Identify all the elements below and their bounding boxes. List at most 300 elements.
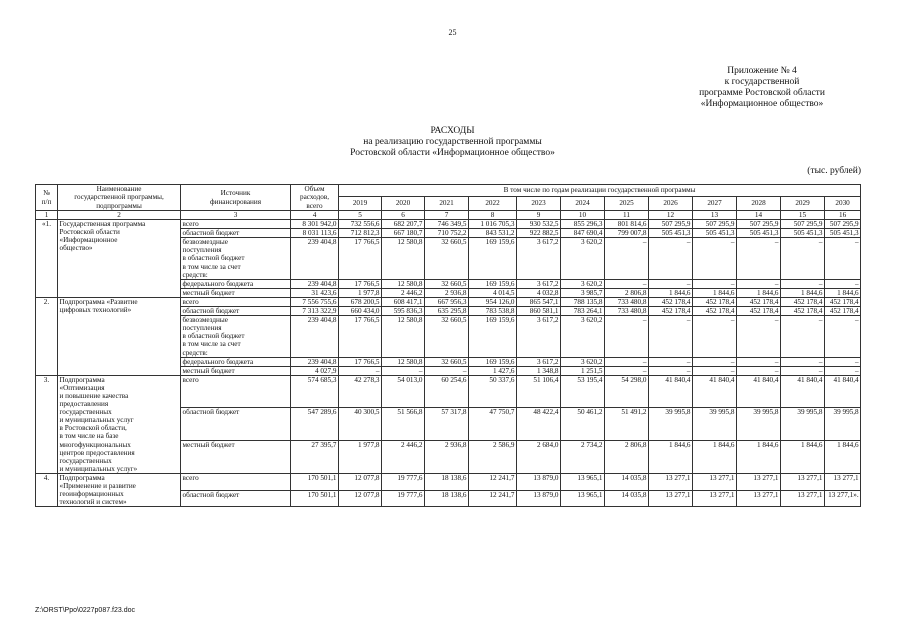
year-value: 41 840,4 — [737, 375, 781, 408]
year-value: 635 295,8 — [425, 307, 469, 316]
program-name-line: и муниципальных услуг» — [59, 464, 138, 473]
funding-source-line: безвозмездные — [182, 238, 228, 247]
year-value: 865 547,1 — [517, 297, 561, 306]
funding-source-line: безвозмездные — [182, 316, 228, 325]
year-value: 169 159,6 — [469, 357, 517, 366]
year-value: 60 254,6 — [425, 375, 469, 408]
funding-source-line: областной бюджет — [182, 307, 240, 316]
funding-source-line: всего — [182, 220, 199, 229]
year-value: – — [737, 316, 781, 357]
appendix-line: программе Ростовской области — [699, 88, 825, 98]
year-value: 746 349,5 — [425, 220, 469, 229]
year-value: 505 451,3 — [649, 229, 693, 238]
year-value: 452 178,4 — [649, 307, 693, 316]
program-name-line: общество» — [59, 244, 93, 253]
year-value: 1 844,6 — [781, 288, 825, 297]
year-value: – — [825, 279, 861, 288]
year-value: 2 446,2 — [382, 288, 425, 297]
year-value: 3 620,2 — [561, 316, 605, 357]
appendix-block — [677, 66, 847, 110]
row-number: 2. — [36, 297, 58, 375]
year-value: 4 014,5 — [469, 288, 517, 297]
year-value: 48 422,4 — [517, 408, 561, 441]
year-value: – — [649, 238, 693, 279]
column-number: 10 — [561, 211, 605, 220]
year-value: 505 451,3 — [825, 229, 861, 238]
year-value: 51 566,8 — [382, 408, 425, 441]
year-value: 1 977,8 — [339, 288, 382, 297]
year-value: – — [825, 316, 861, 357]
year-value: 39 995,8 — [649, 408, 693, 441]
funding-source-line: поступления — [182, 324, 222, 333]
document-heading — [0, 126, 905, 159]
year-value: 2 446,2 — [382, 441, 425, 474]
year-value: 12 580,8 — [382, 238, 425, 279]
column-number: 13 — [693, 211, 737, 220]
header-year: 2022 — [469, 197, 517, 211]
total-value: 7 313 322,9 — [291, 307, 339, 316]
year-value: 47 750,7 — [469, 408, 517, 441]
year-value: 14 035,8 — [605, 490, 649, 507]
funding-source-line: местный бюджет — [182, 288, 235, 297]
funding-source — [181, 473, 291, 490]
heading-line: Ростовской области «Информационное общество» — [350, 148, 555, 158]
year-value: 39 995,8 — [825, 408, 861, 441]
year-value: 801 814,6 — [605, 220, 649, 229]
appendix-line: «Информационное общество» — [700, 99, 824, 109]
header-num-line: № — [43, 189, 50, 198]
funding-source-line: поступления — [182, 246, 222, 255]
year-value: 17 766,5 — [339, 238, 382, 279]
year-value: 1 844,6 — [693, 288, 737, 297]
funding-source-line: областной бюджет — [182, 408, 240, 417]
funding-source-line: в областной бюджет — [182, 332, 245, 341]
funding-source — [181, 229, 291, 238]
year-value: 50 461,2 — [561, 408, 605, 441]
year-value: – — [605, 238, 649, 279]
header-year: 2027 — [693, 197, 737, 211]
header-year: 2028 — [737, 197, 781, 211]
year-value: 733 480,8 — [605, 307, 649, 316]
program-name-line: геоинформационных — [59, 490, 124, 499]
year-value: 2 806,8 — [605, 441, 649, 474]
year-value: 169 159,6 — [469, 316, 517, 357]
header-name-line: Наименование — [96, 185, 142, 194]
funding-source-line: средств: — [182, 270, 208, 279]
appendix-line: Приложение № 4 — [727, 66, 797, 76]
header-num — [36, 185, 58, 211]
expenses-table — [35, 184, 861, 507]
year-value: 169 159,6 — [469, 238, 517, 279]
year-value: – — [781, 279, 825, 288]
program-name-line: Подпрограмма — [59, 473, 105, 482]
file-path-footer: Z:\ORST\Ppo\0227p087.f23.doc — [35, 607, 136, 614]
program-name-line: Подпрограмма «Развитие — [59, 297, 138, 306]
program-name-line: многофункциональных — [59, 440, 131, 449]
total-value: 239 404,8 — [291, 279, 339, 288]
year-value: 53 195,4 — [561, 375, 605, 408]
year-value: – — [825, 366, 861, 375]
year-value: 39 995,8 — [693, 408, 737, 441]
funding-source-line: федерального бюджета — [182, 357, 254, 366]
expenses-table-container — [35, 184, 860, 507]
year-value: 57 317,8 — [425, 408, 469, 441]
heading-line: на реализацию государственной программы — [363, 137, 542, 147]
year-value: 13 965,1 — [561, 490, 605, 507]
year-value: 3 620,2 — [561, 357, 605, 366]
year-value: 50 337,6 — [469, 375, 517, 408]
year-value: 13 277,1 — [649, 473, 693, 490]
year-value: 452 178,4 — [693, 307, 737, 316]
year-value: – — [649, 316, 693, 357]
header-volume-line: всего — [306, 201, 323, 210]
header-num-line: п/п — [41, 197, 52, 206]
header-volume — [291, 185, 339, 211]
year-value: – — [781, 357, 825, 366]
total-value: 239 404,8 — [291, 238, 339, 279]
year-value: 3 617,2 — [517, 238, 561, 279]
year-value: 507 295,9 — [693, 220, 737, 229]
year-value: 608 417,1 — [382, 297, 425, 306]
column-number: 7 — [425, 211, 469, 220]
year-value: 13 277,1 — [693, 473, 737, 490]
header-source-line: финансирования — [209, 197, 262, 206]
total-value: 27 395,7 — [291, 441, 339, 474]
year-value: 12 077,8 — [339, 490, 382, 507]
year-value: – — [781, 316, 825, 357]
header-year: 2021 — [425, 197, 469, 211]
program-name — [58, 220, 181, 298]
year-value: 13 277,1 — [781, 490, 825, 507]
funding-source — [181, 357, 291, 366]
year-value: 18 138,6 — [425, 473, 469, 490]
year-value: 954 126,0 — [469, 297, 517, 306]
year-value: 1 348,8 — [517, 366, 561, 375]
year-value: – — [693, 366, 737, 375]
column-number: 4 — [291, 211, 339, 220]
program-name-line: «Оптимизация — [59, 383, 105, 392]
year-value: 930 532,5 — [517, 220, 561, 229]
year-value: 13 277,1 — [693, 490, 737, 507]
year-value: 783 538,8 — [469, 307, 517, 316]
year-value: – — [693, 238, 737, 279]
year-value: – — [825, 357, 861, 366]
units-label: (тыс. рублей) — [807, 166, 861, 176]
year-value: – — [693, 279, 737, 288]
year-value: 41 840,4 — [693, 375, 737, 408]
column-number: 8 — [469, 211, 517, 220]
funding-source — [181, 316, 291, 357]
year-value: 1 844,6 — [825, 288, 861, 297]
table-row — [36, 375, 861, 408]
header-name-line: подпрограммы — [96, 201, 142, 210]
table-row — [36, 297, 861, 306]
year-value: 41 840,4 — [781, 375, 825, 408]
funding-source-line: областной бюджет — [182, 490, 240, 499]
column-number: 12 — [649, 211, 693, 220]
year-value: 507 295,9 — [737, 220, 781, 229]
header-year: 2029 — [781, 197, 825, 211]
year-value: 507 295,9 — [825, 220, 861, 229]
year-value: 3 617,2 — [517, 357, 561, 366]
program-name — [58, 375, 181, 473]
year-value: – — [605, 279, 649, 288]
header-year: 2020 — [382, 197, 425, 211]
year-value: 507 295,9 — [781, 220, 825, 229]
year-value: 452 178,4 — [825, 297, 861, 306]
year-value: – — [737, 279, 781, 288]
year-value: – — [781, 366, 825, 375]
year-value: 14 035,8 — [605, 473, 649, 490]
funding-source-line: местный бюджет — [182, 366, 235, 375]
year-value: 12 580,8 — [382, 357, 425, 366]
year-value: 17 766,5 — [339, 357, 382, 366]
column-number: 9 — [517, 211, 561, 220]
year-value: – — [605, 316, 649, 357]
year-value: 2 684,0 — [517, 441, 561, 474]
year-value: 13 277,1 — [737, 473, 781, 490]
total-value: 239 404,8 — [291, 316, 339, 357]
year-value: 2 734,2 — [561, 441, 605, 474]
year-value: 2 806,8 — [605, 288, 649, 297]
year-value: 40 300,5 — [339, 408, 382, 441]
header-year: 2030 — [825, 197, 861, 211]
year-value: 922 882,5 — [517, 229, 561, 238]
year-value: 19 777,6 — [382, 490, 425, 507]
year-value: 667 956,3 — [425, 297, 469, 306]
funding-source-line: в том числе за счет — [182, 340, 241, 349]
total-value: 8 031 113,6 — [291, 229, 339, 238]
funding-source-line: местный бюджет — [182, 441, 235, 450]
program-name — [58, 473, 181, 506]
program-name-line: Государственная программа — [59, 220, 146, 229]
program-name-line: в Ростовской области, — [59, 424, 127, 433]
year-value: – — [382, 366, 425, 375]
header-name-line: государственной программы, — [74, 193, 164, 202]
program-name-line: и муниципальных услуг — [59, 416, 134, 425]
total-value: 574 685,3 — [291, 375, 339, 408]
funding-source — [181, 288, 291, 297]
program-name-line: государственных — [59, 408, 112, 417]
year-value: 452 178,4 — [737, 307, 781, 316]
funding-source — [181, 307, 291, 316]
year-value: 667 180,7 — [382, 229, 425, 238]
year-value: 1 844,6 — [737, 441, 781, 474]
year-value: 3 620,2 — [561, 279, 605, 288]
year-value: 42 278,3 — [339, 375, 382, 408]
year-value: 13 879,0 — [517, 473, 561, 490]
funding-source-line: в том числе за счет — [182, 262, 241, 271]
header-year: 2023 — [517, 197, 561, 211]
year-value: 13 277,1 — [649, 490, 693, 507]
header-volume-line: Объем — [304, 185, 325, 194]
year-value: 2 586,9 — [469, 441, 517, 474]
year-value: 54 298,0 — [605, 375, 649, 408]
year-value: 1 251,5 — [561, 366, 605, 375]
year-value: 452 178,4 — [649, 297, 693, 306]
year-value: – — [605, 357, 649, 366]
year-value: – — [737, 238, 781, 279]
program-name-line: центров предоставления — [59, 448, 135, 457]
program-name-line: технологий и систем» — [59, 498, 127, 507]
year-value: 452 178,4 — [737, 297, 781, 306]
table-body — [36, 211, 861, 507]
funding-source-line: федерального бюджета — [182, 279, 254, 288]
year-value: 660 434,0 — [339, 307, 382, 316]
year-value: 1 844,6 — [737, 288, 781, 297]
year-value: 12 580,8 — [382, 279, 425, 288]
appendix-line: к государственной — [724, 77, 800, 87]
column-number-row — [36, 211, 861, 220]
year-value: 13 277,1 — [825, 473, 861, 490]
year-value: 3 617,2 — [517, 279, 561, 288]
year-value: 13 879,0 — [517, 490, 561, 507]
funding-source — [181, 238, 291, 279]
program-name-line: Ростовской области — [59, 228, 120, 237]
year-value: – — [649, 366, 693, 375]
program-name-line: Подпрограмма — [59, 375, 105, 384]
column-number: 15 — [781, 211, 825, 220]
header-year: 2026 — [649, 197, 693, 211]
row-number: 4. — [36, 473, 58, 506]
funding-source — [181, 297, 291, 306]
year-value: 2 936,8 — [425, 441, 469, 474]
total-value: 31 423,6 — [291, 288, 339, 297]
year-value: 13 277,1 — [781, 473, 825, 490]
header-year: 2025 — [605, 197, 649, 211]
total-value: 239 404,8 — [291, 357, 339, 366]
funding-source — [181, 441, 291, 474]
heading-title: РАСХОДЫ — [430, 126, 475, 136]
funding-source-line: всего — [182, 297, 199, 306]
year-value: 3 617,2 — [517, 316, 561, 357]
year-value: 39 995,8 — [781, 408, 825, 441]
year-value: – — [425, 366, 469, 375]
year-value: 1 844,6 — [693, 441, 737, 474]
program-name-line: государственных — [59, 456, 112, 465]
table-row — [36, 473, 861, 490]
program-name — [58, 297, 181, 375]
year-value: – — [693, 316, 737, 357]
year-value: 39 995,8 — [737, 408, 781, 441]
year-value: 1 977,8 — [339, 441, 382, 474]
table-header — [36, 185, 861, 211]
funding-source — [181, 279, 291, 288]
year-value: 17 766,5 — [339, 316, 382, 357]
year-value: 19 777,6 — [382, 473, 425, 490]
year-value: – — [737, 366, 781, 375]
year-value: 18 138,6 — [425, 490, 469, 507]
header-years-title: В том числе по годам реализации государственной программы — [339, 185, 861, 197]
program-name-line: «Применение и развитие — [59, 482, 136, 490]
funding-source-line: в областной бюджет — [182, 254, 245, 263]
header-year: 2019 — [339, 197, 382, 211]
year-value: 3 620,2 — [561, 238, 605, 279]
year-value: 13 277,1 — [737, 490, 781, 507]
year-value: 507 295,9 — [649, 220, 693, 229]
year-value: 788 135,8 — [561, 297, 605, 306]
year-value: 51 106,4 — [517, 375, 561, 408]
year-value: 505 451,3 — [693, 229, 737, 238]
year-value: 4 032,8 — [517, 288, 561, 297]
year-value: 710 752,2 — [425, 229, 469, 238]
table-row — [36, 220, 861, 229]
column-number: 5 — [339, 211, 382, 220]
year-value: 505 451,3 — [781, 229, 825, 238]
page-number: 25 — [448, 28, 457, 37]
year-value: 682 207,7 — [382, 220, 425, 229]
year-value: 41 840,4 — [825, 375, 861, 408]
year-value: 1 427,6 — [469, 366, 517, 375]
year-value: – — [649, 357, 693, 366]
year-value: – — [737, 357, 781, 366]
year-value: 712 812,3 — [339, 229, 382, 238]
year-value: 13 277,1». — [825, 490, 861, 507]
total-value: 8 301 942,0 — [291, 220, 339, 229]
year-value: 452 178,4 — [825, 307, 861, 316]
funding-source-line: всего — [182, 375, 199, 384]
column-number: 2 — [58, 211, 181, 220]
funding-source-line: средств: — [182, 348, 208, 357]
year-value: – — [693, 357, 737, 366]
header-name — [58, 185, 181, 211]
year-value: 32 660,5 — [425, 238, 469, 279]
total-value: 170 501,1 — [291, 473, 339, 490]
funding-source-line: областной бюджет — [182, 229, 240, 238]
program-name-line: «Информационное — [59, 236, 118, 245]
column-number: 1 — [36, 211, 58, 220]
year-value: 847 690,4 — [561, 229, 605, 238]
year-value: 1 844,6 — [825, 441, 861, 474]
year-value: 843 531,2 — [469, 229, 517, 238]
header-volume-line: расходов, — [299, 193, 330, 202]
program-name-line: предоставления — [59, 400, 109, 409]
year-value: 799 007,8 — [605, 229, 649, 238]
year-value: 3 985,7 — [561, 288, 605, 297]
year-value: 2 936,8 — [425, 288, 469, 297]
year-value: 452 178,4 — [781, 307, 825, 316]
column-number: 11 — [605, 211, 649, 220]
funding-source — [181, 220, 291, 229]
year-value: 860 581,1 — [517, 307, 561, 316]
year-value: 452 178,4 — [693, 297, 737, 306]
column-number: 3 — [181, 211, 291, 220]
funding-source-line: всего — [182, 473, 199, 482]
year-value: 32 660,5 — [425, 357, 469, 366]
year-value: – — [781, 238, 825, 279]
funding-source — [181, 375, 291, 408]
total-value: 7 556 755,6 — [291, 297, 339, 306]
header-year: 2024 — [561, 197, 605, 211]
program-name-line: цифровых технологий» — [59, 306, 132, 315]
year-value: 13 965,1 — [561, 473, 605, 490]
row-number: «1. — [36, 220, 58, 298]
row-number: 3. — [36, 375, 58, 473]
year-value: – — [605, 366, 649, 375]
year-value: 505 451,3 — [737, 229, 781, 238]
year-value: 452 178,4 — [781, 297, 825, 306]
year-value: 733 480,8 — [605, 297, 649, 306]
year-value: 12 580,8 — [382, 316, 425, 357]
year-value: 32 660,5 — [425, 279, 469, 288]
header-source-line: Источник — [220, 189, 251, 198]
funding-source — [181, 490, 291, 507]
program-name-line: в том числе на базе — [59, 432, 119, 441]
header-source — [181, 185, 291, 211]
funding-source — [181, 366, 291, 375]
column-number: 6 — [382, 211, 425, 220]
year-value: 169 159,6 — [469, 279, 517, 288]
